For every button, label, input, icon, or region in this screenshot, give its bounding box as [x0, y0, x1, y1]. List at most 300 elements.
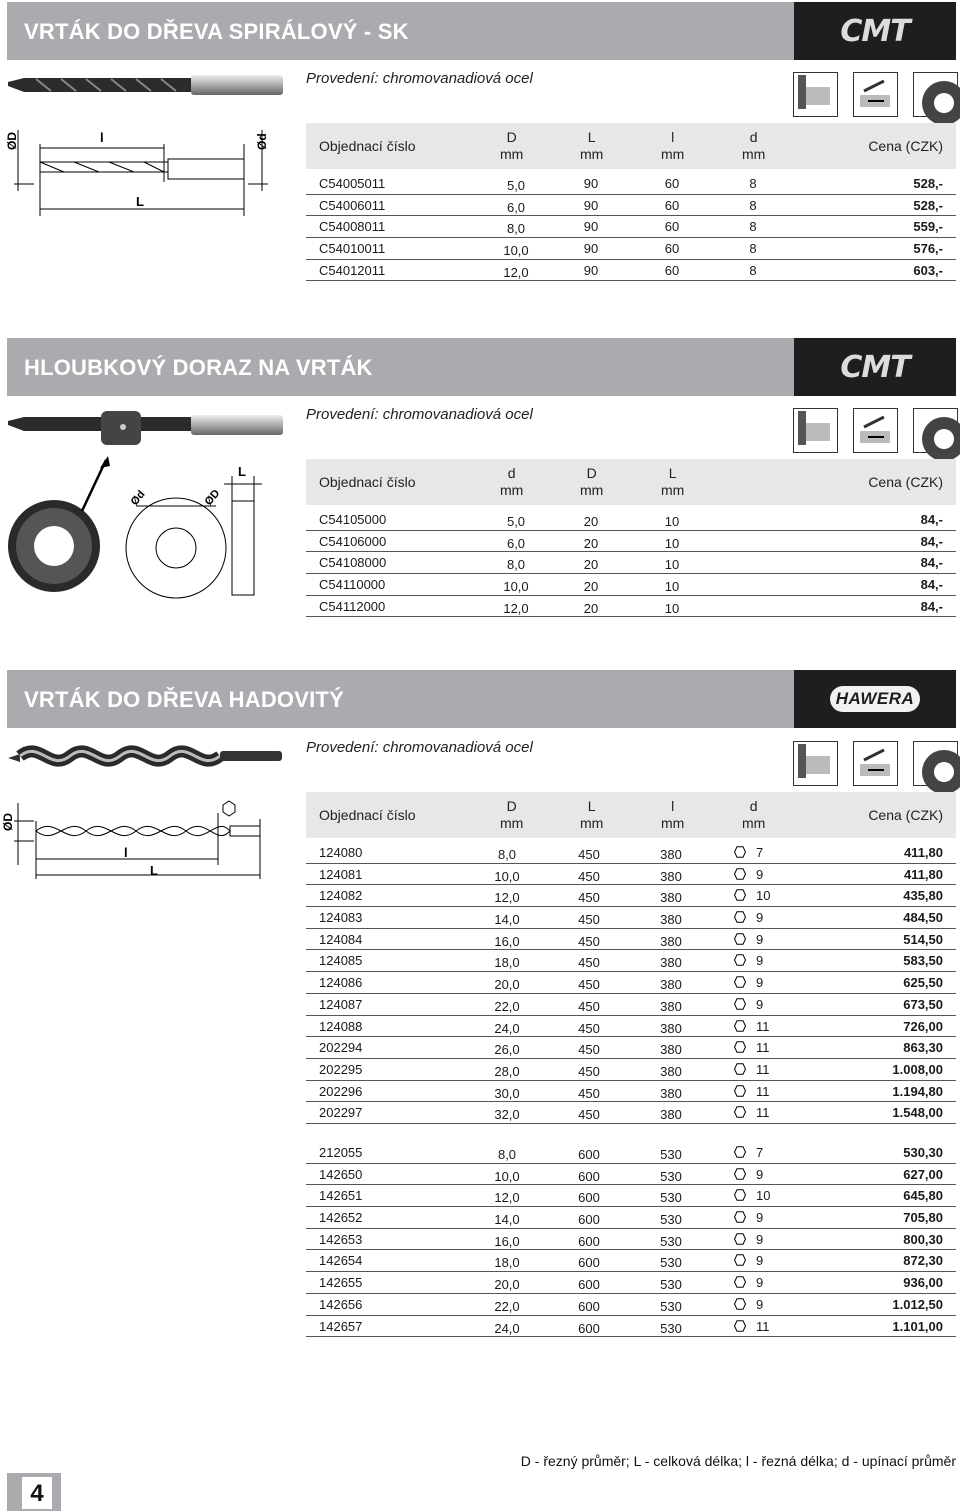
col-price-header: Cena (CZK) — [868, 473, 943, 490]
page-number-box — [7, 1473, 61, 1511]
d-cell: 9 — [734, 997, 763, 1013]
col-d-header: d mm — [500, 465, 524, 498]
order-number-cell: 142651 — [319, 1188, 363, 1204]
col-D-header: D mm — [500, 798, 524, 831]
l-cell: 60 — [664, 262, 680, 278]
L-cell: 450 — [578, 890, 600, 906]
order-number-cell: C54112000 — [319, 598, 386, 614]
diameter-d-label: Ød — [128, 488, 148, 508]
L-cell: 10 — [664, 600, 680, 616]
order-number-cell: 124086 — [319, 975, 363, 991]
d-cell: 9 — [734, 867, 763, 883]
col-code-header: Objednací číslo — [319, 473, 416, 490]
d-cell: 9 — [734, 1210, 763, 1226]
price-cell: 84,- — [920, 512, 943, 527]
price-cell: 645,80 — [903, 1188, 943, 1204]
D-cell: 6,0 — [506, 199, 526, 215]
col-D-header: D mm — [500, 129, 524, 162]
col-L-header: L mm — [661, 465, 685, 498]
L-cell: 10 — [664, 557, 680, 573]
price-cell: 863,30 — [903, 1040, 943, 1056]
L-cell: 450 — [578, 955, 600, 971]
diameter-D-label: ØD — [5, 132, 19, 150]
spiral-drill-photo — [6, 70, 286, 100]
hex-shank-icon — [734, 1041, 746, 1053]
price-cell: 603,- — [913, 262, 943, 278]
D-cell: 20,0 — [494, 977, 520, 993]
price-cell: 530,30 — [903, 1145, 943, 1160]
table-row — [306, 1142, 956, 1164]
d-cell: 8,0 — [506, 557, 526, 573]
table-row — [306, 1102, 956, 1124]
price-cell: 514,50 — [903, 931, 943, 947]
L-cell: 450 — [578, 1063, 600, 1079]
price-cell: 726,00 — [903, 1018, 943, 1034]
hex-shank-icon — [734, 846, 746, 858]
L-cell: 10 — [664, 514, 680, 529]
usage-icons — [793, 72, 958, 117]
D-cell: 22,0 — [494, 1298, 520, 1314]
l-cell: 380 — [660, 998, 682, 1014]
d-cell: 11 — [734, 1105, 770, 1121]
price-cell: 872,30 — [903, 1253, 943, 1269]
L-cell: 10 — [664, 579, 680, 595]
l-cell: 530 — [660, 1147, 682, 1162]
diameter-D-label: ØD — [202, 487, 223, 508]
table-row — [306, 260, 956, 282]
d-cell: 11 — [734, 1019, 770, 1035]
L-cell: 600 — [578, 1190, 600, 1206]
section-banner — [7, 338, 956, 396]
L-cell: 450 — [578, 1107, 600, 1123]
table-row — [306, 1037, 956, 1059]
price-cell: 84,- — [920, 598, 943, 614]
d-cell: 9 — [734, 1253, 763, 1269]
order-number-cell: C54012011 — [319, 262, 386, 278]
price-cell: 528,- — [913, 176, 943, 191]
price-cell: 411,80 — [903, 866, 943, 882]
hex-shank-icon — [734, 911, 746, 923]
order-number-cell: 142655 — [319, 1275, 363, 1291]
total-length-label: L — [136, 194, 144, 209]
l-cell: 380 — [660, 955, 682, 971]
table-row — [306, 1294, 956, 1316]
col-price-header: Cena (CZK) — [868, 137, 943, 154]
order-number-cell: 202296 — [319, 1083, 363, 1099]
d-cell: 9 — [734, 953, 763, 969]
table-row — [306, 972, 956, 994]
L-cell: 450 — [578, 933, 600, 949]
D-cell: 22,0 — [494, 998, 520, 1014]
D-cell: 12,0 — [494, 1190, 520, 1206]
L-cell: 450 — [578, 847, 600, 862]
col-code-header: Objednací číslo — [319, 137, 416, 154]
table-row — [306, 950, 956, 972]
table-row — [306, 552, 956, 574]
l-cell: 60 — [664, 176, 680, 191]
order-number-cell: 124085 — [319, 953, 363, 969]
col-d-header: d mm — [742, 129, 766, 162]
hex-shank-icon — [734, 976, 746, 988]
table-row — [306, 1207, 956, 1229]
L-cell: 90 — [583, 197, 599, 213]
brand-logo — [794, 670, 956, 728]
d-cell: 8 — [749, 176, 757, 191]
table-row — [306, 929, 956, 951]
hand-feed-icon — [853, 72, 898, 117]
order-number-cell: 212055 — [319, 1145, 363, 1160]
table-header — [306, 123, 956, 169]
l-cell: 380 — [660, 933, 682, 949]
page-number: 4 — [22, 1477, 52, 1509]
hex-shank-icon — [734, 1146, 746, 1158]
auger-drill-table-long — [306, 1142, 956, 1337]
D-cell: 20 — [583, 535, 599, 551]
order-number-cell: 124087 — [319, 996, 363, 1012]
L-cell: 90 — [583, 176, 599, 191]
hex-shank-icon — [734, 1189, 746, 1201]
col-D-header: D mm — [580, 465, 604, 498]
table-row — [306, 1059, 956, 1081]
price-cell: 576,- — [913, 241, 943, 257]
order-number-cell: C54105000 — [319, 512, 387, 527]
d-cell: 9 — [734, 932, 763, 948]
price-cell: 1.012,50 — [892, 1296, 943, 1312]
table-row — [306, 1081, 956, 1103]
brand-logo-text: HAWERA — [830, 686, 921, 712]
l-cell: 380 — [660, 1107, 682, 1123]
legend-note: D - řezný průměr; L - celková délka; l - řezná délka; d - upínací průměr — [520, 1453, 956, 1469]
material-note: Provedení: chromovanadiová ocel — [306, 739, 533, 756]
table-row — [306, 1272, 956, 1294]
d-cell: 9 — [734, 1232, 763, 1248]
spiral-drill-diagram — [4, 126, 294, 216]
D-cell: 12,0 — [494, 890, 520, 906]
table-row — [306, 531, 956, 553]
d-cell: 7 — [734, 1145, 763, 1161]
order-number-cell: 142654 — [319, 1253, 363, 1269]
col-code-header: Objednací číslo — [319, 806, 416, 823]
table-row — [306, 1164, 956, 1186]
col-l-header: l mm — [661, 129, 685, 162]
brand-logo — [794, 338, 956, 396]
L-cell: 600 — [578, 1147, 600, 1162]
brand-logo — [794, 2, 956, 60]
brand-logo-text: CMT — [840, 13, 910, 49]
machine-tool-icon — [913, 408, 958, 453]
order-number-cell: 124083 — [319, 910, 363, 926]
order-number-cell: 124088 — [319, 1018, 363, 1034]
hex-shank-icon — [734, 1298, 746, 1310]
D-cell: 8,0 — [497, 1147, 517, 1162]
d-cell: 7 — [734, 845, 763, 861]
D-cell: 14,0 — [494, 912, 520, 928]
L-cell: 450 — [578, 1042, 600, 1058]
L-cell: 450 — [578, 1020, 600, 1036]
price-cell: 84,- — [920, 577, 943, 593]
order-number-cell: 142657 — [319, 1318, 363, 1334]
auger-drill-photo — [6, 736, 286, 776]
l-cell: 530 — [660, 1255, 682, 1271]
table-row — [306, 864, 956, 886]
drill-in-wood-icon — [793, 72, 838, 117]
L-cell: 90 — [583, 241, 599, 257]
L-cell: 600 — [578, 1320, 600, 1336]
table-row — [306, 1016, 956, 1038]
l-cell: 380 — [660, 977, 682, 993]
total-length-label: L — [150, 863, 158, 878]
l-cell: 60 — [664, 197, 680, 213]
L-cell: 600 — [578, 1233, 600, 1249]
table-row — [306, 907, 956, 929]
order-number-cell: 142653 — [319, 1231, 363, 1247]
hex-shank-icon — [734, 1320, 746, 1332]
D-cell: 30,0 — [494, 1085, 520, 1101]
l-cell: 60 — [664, 219, 680, 235]
spiral-drill-table — [306, 123, 956, 281]
order-number-cell: 124082 — [319, 888, 363, 904]
D-cell: 20 — [583, 600, 599, 616]
order-number-cell: C54106000 — [319, 533, 387, 549]
price-cell: 559,- — [913, 219, 943, 235]
D-cell: 28,0 — [494, 1063, 520, 1079]
order-number-cell: C54008011 — [319, 219, 386, 235]
l-cell: 380 — [660, 890, 682, 906]
price-cell: 583,50 — [903, 953, 943, 969]
d-cell: 12,0 — [503, 600, 529, 616]
d-cell: 6,0 — [506, 535, 526, 551]
col-d-header: d mm — [742, 798, 766, 831]
D-cell: 16,0 — [494, 933, 520, 949]
price-cell: 705,80 — [903, 1210, 943, 1226]
D-cell: 20 — [583, 579, 599, 595]
d-cell: 9 — [734, 910, 763, 926]
cutting-length-label: l — [124, 845, 128, 860]
table-row — [306, 994, 956, 1016]
price-cell: 411,80 — [903, 845, 943, 860]
hex-shank-icon — [734, 1211, 746, 1223]
diameter-D-label: ØD — [1, 813, 15, 831]
d-cell: 10 — [734, 888, 770, 904]
price-cell: 1.101,00 — [892, 1318, 943, 1334]
D-cell: 16,0 — [494, 1233, 520, 1249]
d-cell: 8 — [749, 219, 757, 235]
order-number-cell: 142656 — [319, 1296, 363, 1312]
l-cell: 530 — [660, 1320, 682, 1336]
L-cell: 600 — [578, 1277, 600, 1293]
order-number-cell: 142650 — [319, 1166, 363, 1182]
hand-feed-icon — [853, 408, 898, 453]
l-cell: 380 — [660, 1085, 682, 1101]
material-note: Provedení: chromovanadiová ocel — [306, 70, 533, 87]
D-cell: 10,0 — [494, 1168, 520, 1184]
price-cell: 484,50 — [903, 910, 943, 926]
table-row — [306, 1229, 956, 1251]
d-cell: 11 — [734, 1319, 770, 1335]
l-cell: 530 — [660, 1233, 682, 1249]
hex-shank-icon — [734, 998, 746, 1010]
price-cell: 625,50 — [903, 975, 943, 991]
table-row — [306, 1250, 956, 1272]
L-cell: 450 — [578, 998, 600, 1014]
price-cell: 673,50 — [903, 996, 943, 1012]
machine-tool-icon — [913, 72, 958, 117]
diameter-d-label: Ød — [255, 133, 269, 150]
D-cell: 32,0 — [494, 1107, 520, 1123]
hex-shank-icon — [734, 1254, 746, 1266]
machine-tool-icon — [913, 741, 958, 786]
table-row — [306, 195, 956, 217]
d-cell: 11 — [734, 1040, 770, 1056]
l-cell: 60 — [664, 241, 680, 257]
section-title: VRTÁK DO DŘEVA SPIRÁLOVÝ - SK — [24, 19, 409, 44]
d-cell: 9 — [734, 1297, 763, 1313]
depth-stop-diagram — [4, 456, 294, 626]
d-cell: 9 — [734, 1167, 763, 1183]
col-price-header: Cena (CZK) — [868, 806, 943, 823]
section-banner — [7, 2, 956, 60]
table-row — [306, 885, 956, 907]
l-cell: 380 — [660, 1020, 682, 1036]
col-L-header: L mm — [580, 129, 604, 162]
section-banner — [7, 670, 956, 728]
col-l-header: l mm — [661, 798, 685, 831]
table-row — [306, 1185, 956, 1207]
hex-shank-icon — [734, 954, 746, 966]
D-cell: 8,0 — [497, 847, 517, 862]
L-cell: 600 — [578, 1298, 600, 1314]
table-row — [306, 596, 956, 618]
depth-stop-drill-photo — [6, 405, 286, 449]
drill-in-wood-icon — [793, 408, 838, 453]
L-cell: 600 — [578, 1168, 600, 1184]
section-title: HLOUBKOVÝ DORAZ NA VRTÁK — [24, 355, 373, 380]
table-row — [306, 173, 956, 195]
price-cell: 1.008,00 — [892, 1061, 943, 1077]
hex-shank-icon — [734, 868, 746, 880]
order-number-cell: 142652 — [319, 1210, 363, 1226]
D-cell: 20 — [583, 557, 599, 573]
table-row — [306, 1316, 956, 1338]
L-cell: 450 — [578, 912, 600, 928]
material-note: Provedení: chromovanadiová ocel — [306, 406, 533, 423]
order-number-cell: C54108000 — [319, 555, 387, 571]
L-cell: 600 — [578, 1255, 600, 1271]
D-cell: 14,0 — [494, 1212, 520, 1228]
l-cell: 530 — [660, 1190, 682, 1206]
d-cell: 9 — [734, 1275, 763, 1291]
L-cell: 10 — [664, 535, 680, 551]
d-cell: 10,0 — [503, 579, 529, 595]
L-cell: 450 — [578, 868, 600, 884]
table-row — [306, 574, 956, 596]
d-cell: 8 — [749, 241, 757, 257]
drill-in-wood-icon — [793, 741, 838, 786]
table-header — [306, 459, 956, 505]
order-number-cell: 124080 — [319, 845, 363, 860]
l-cell: 530 — [660, 1212, 682, 1228]
order-number-cell: 124084 — [319, 931, 363, 947]
l-cell: 380 — [660, 1042, 682, 1058]
order-number-cell: C54110000 — [319, 577, 386, 593]
D-cell: 20,0 — [494, 1277, 520, 1293]
order-number-cell: 202297 — [319, 1105, 363, 1121]
hex-shank-icon — [734, 1020, 746, 1032]
usage-icons — [793, 741, 958, 786]
d-cell: 10 — [734, 1188, 770, 1204]
D-cell: 26,0 — [494, 1042, 520, 1058]
hex-shank-icon — [734, 933, 746, 945]
price-cell: 84,- — [920, 555, 943, 571]
hex-shank-icon — [734, 1085, 746, 1097]
hex-shank-icon — [734, 1276, 746, 1288]
cutting-length-label: l — [100, 130, 104, 145]
D-cell: 18,0 — [494, 1255, 520, 1271]
D-cell: 5,0 — [506, 178, 526, 193]
hex-shank-icon — [734, 889, 746, 901]
d-cell: 9 — [734, 975, 763, 991]
hex-shank-icon — [734, 1168, 746, 1180]
D-cell: 20 — [583, 514, 599, 529]
D-cell: 18,0 — [494, 955, 520, 971]
table-row — [306, 238, 956, 260]
col-L-header: L mm — [580, 798, 604, 831]
table-header — [306, 792, 956, 838]
price-cell: 800,30 — [903, 1231, 943, 1247]
D-cell: 24,0 — [494, 1020, 520, 1036]
order-number-cell: 202294 — [319, 1040, 363, 1056]
brand-logo-text: CMT — [840, 349, 910, 385]
usage-icons — [793, 408, 958, 453]
l-cell: 380 — [660, 847, 682, 862]
d-cell: 8 — [749, 262, 757, 278]
D-cell: 8,0 — [506, 221, 526, 237]
price-cell: 435,80 — [903, 888, 943, 904]
order-number-cell: C54006011 — [319, 197, 386, 213]
hex-shank-icon — [734, 1063, 746, 1075]
l-cell: 380 — [660, 912, 682, 928]
d-cell: 11 — [734, 1084, 770, 1100]
price-cell: 627,00 — [903, 1166, 943, 1182]
price-cell: 528,- — [913, 197, 943, 213]
L-cell: 450 — [578, 977, 600, 993]
l-cell: 530 — [660, 1168, 682, 1184]
L-cell: 90 — [583, 262, 599, 278]
order-number-cell: 124081 — [319, 866, 363, 882]
l-cell: 530 — [660, 1277, 682, 1293]
length-L-label: L — [238, 464, 246, 479]
section-title: VRTÁK DO DŘEVA HADOVITÝ — [24, 687, 344, 712]
auger-drill-diagram — [1, 795, 294, 885]
D-cell: 10,0 — [494, 868, 520, 884]
price-cell: 84,- — [920, 533, 943, 549]
L-cell: 600 — [578, 1212, 600, 1228]
D-cell: 10,0 — [503, 243, 529, 259]
auger-drill-table — [306, 792, 956, 1124]
order-number-cell: C54010011 — [319, 241, 386, 257]
hex-shank-icon — [734, 1233, 746, 1245]
order-number-cell: 202295 — [319, 1061, 363, 1077]
price-cell: 1.194,80 — [892, 1083, 943, 1099]
table-row — [306, 842, 956, 864]
table-row — [306, 509, 956, 531]
D-cell: 12,0 — [503, 264, 529, 280]
l-cell: 380 — [660, 1063, 682, 1079]
depth-stop-table — [306, 459, 956, 617]
table-row — [306, 216, 956, 238]
D-cell: 24,0 — [494, 1320, 520, 1336]
l-cell: 530 — [660, 1298, 682, 1314]
